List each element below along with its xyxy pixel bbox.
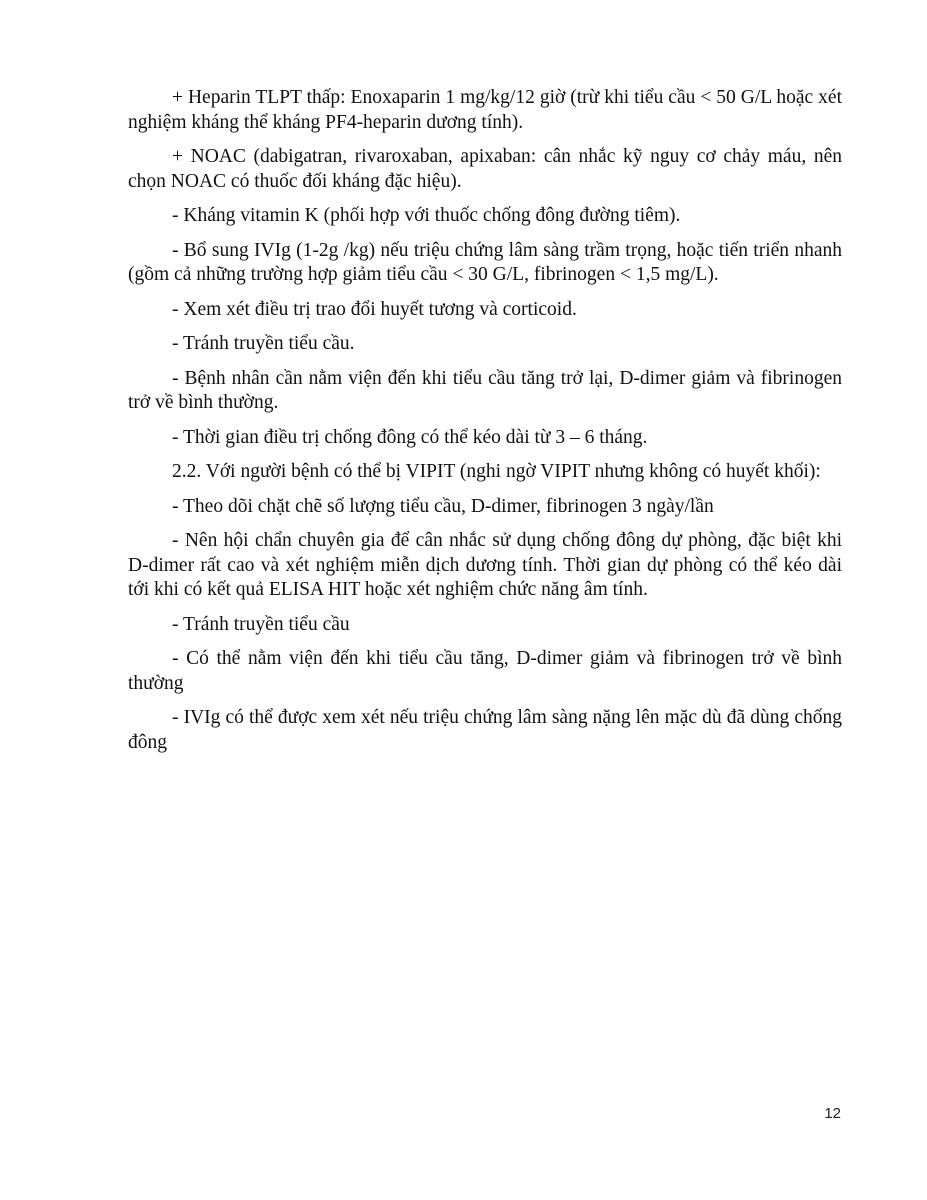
paragraph-heparin-lmwh: + Heparin TLPT thấp: Enoxaparin 1 mg/kg/12 giờ (trừ khi tiểu cầu < 50 G/L hoặc xét nghiệm kháng thể kháng PF4-heparin dương tính). — [128, 87, 842, 133]
document-body — [128, 86, 842, 765]
paragraph-avoid-platelet-transfusion: - Tránh truyền tiểu cầu. — [172, 333, 355, 354]
paragraph-hospitalization: - Bệnh nhân cần nằm viện đến khi tiểu cầu tăng trở lại, D-dimer giảm và fibrinogen trở về bình thường. — [128, 367, 842, 413]
paragraph-noac: + NOAC (dabigatran, rivaroxaban, apixaban: cân nhắc kỹ nguy cơ chảy máu, nên chọn NOAC có thuốc đối kháng đặc hiệu). — [128, 146, 842, 192]
paragraph-ivig-consideration: - IVIg có thể được xem xét nếu triệu chứng lâm sàng nặng lên mặc dù đã dùng chống đông — [128, 707, 842, 753]
paragraph-hospitalization-2: - Có thể nằm viện đến khi tiểu cầu tăng, D-dimer giảm và fibrinogen trở về bình thường — [128, 648, 842, 694]
page-number: 12 — [824, 1105, 841, 1122]
paragraph-avoid-platelet-transfusion-2: - Tránh truyền tiểu cầu — [172, 613, 350, 635]
paragraph-treatment-duration: - Thời gian điều trị chống đông có thể kéo dài từ 3 – 6 tháng. — [172, 426, 648, 448]
paragraph-expert-consultation: - Nên hội chẩn chuyên gia để cân nhắc sử dụng chống đông dự phòng, đặc biệt khi D-dimer rất cao và xét nghiệm miễn dịch dương tính. Thời gian dự phòng có thể kéo dài tới khi có kết quả ELISA HIT hoặc xét nghiệm chức năng âm tính. — [128, 530, 842, 600]
paragraph-vitamin-k-antagonist: - Kháng vitamin K (phối hợp với thuốc chống đông đường tiêm). — [172, 205, 681, 226]
paragraph-monitoring: - Theo dõi chặt chẽ số lượng tiểu cầu, D-dimer, fibrinogen 3 ngày/lần — [172, 495, 714, 517]
paragraph-plasma-exchange: - Xem xét điều trị trao đổi huyết tương và corticoid. — [172, 298, 577, 320]
paragraph-ivig-supplement: - Bổ sung IVIg (1-2g /kg) nếu triệu chứng lâm sàng trầm trọng, hoặc tiến triển nhanh (gồm cả những trường hợp giảm tiểu cầu < 30 G/L, fibrinogen < 1,5 mg/L). — [128, 239, 842, 285]
section-heading-2-2: 2.2. Với người bệnh có thể bị VIPIT (nghi ngờ VIPIT nhưng không có huyết khối): — [172, 461, 821, 482]
